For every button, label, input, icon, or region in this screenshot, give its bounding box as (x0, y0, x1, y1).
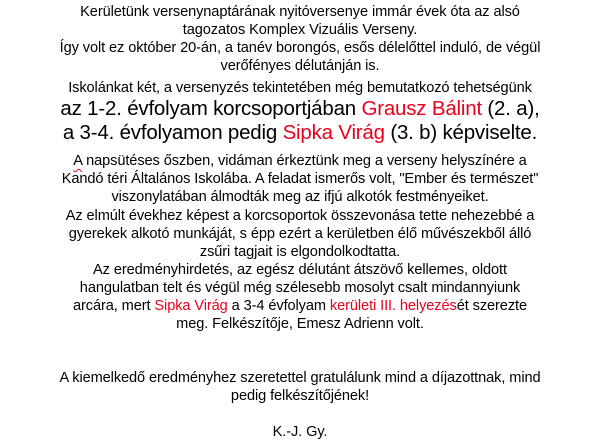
student-name-grausz: Grausz Bálint (361, 97, 482, 120)
author-initials: K.-J. Gy. (272, 424, 328, 440)
text-line: tagozatos Komplex Vizuális Verseny. (182, 22, 418, 38)
text-line (0, 297, 600, 315)
text-line: A kiemelkedő eredményhez szeretettel gratulálunk mind a díjazottnak, mind (59, 370, 541, 386)
jury-paragraph (0, 207, 600, 261)
student-name-sipka: Sipka Virág (282, 121, 385, 144)
text-segment: (3. b) képviselte. (384, 121, 538, 144)
spellcheck-marked-word: A (73, 153, 83, 169)
text-line (0, 97, 600, 121)
text-segment: a 3-4. évfolyamon pedig (62, 121, 283, 144)
author-signature (0, 423, 600, 441)
text-segment: arcára, mert (73, 298, 155, 314)
text-segment: napsütéses őszben, vidáman érkeztünk meg a verseny helyszínére a (82, 153, 527, 169)
text-line: viszonylatában álmodták meg az ifjú alkotók festményeiket. (111, 189, 489, 205)
text-line: Így volt ez október 20-án, a tanév borongós, esős délelőttel induló, de végül (59, 40, 541, 56)
text-segment: ét szerezte (456, 298, 527, 314)
student-name-sipka: Sipka Virág (154, 298, 228, 314)
text-segment: az 1-2. évfolyam korcsoportjában (60, 97, 362, 120)
text-segment: (2. a), (481, 97, 540, 120)
text-line: pedig felkészítőjének! (230, 388, 370, 404)
text-line (0, 121, 600, 145)
text-line: verőfényes délutánján is. (220, 58, 380, 74)
text-line: zsűri tagjait is elgondolkodtatta. (199, 244, 401, 260)
congratulation-paragraph (0, 369, 600, 405)
results-paragraph (0, 261, 600, 333)
text-line: Az eredményhirdetés, az egész délutánt átszövő kellemes, oldott (93, 262, 507, 278)
intro-paragraph (0, 3, 600, 75)
award-text: kerületi III. helyezés (329, 298, 457, 314)
text-line: Iskolánkat két, a versenyzés tekintetében még bemutatkozó tehetségünk (68, 80, 532, 96)
text-line: Kandó téri Általános Iskolába. A feladat ismerős volt, "Ember és természet" (61, 171, 539, 187)
text-line: gyerekek alkotó munkáját, s épp ezért a kerületben élő művészekből álló (68, 226, 532, 242)
text-line: meg. Felkészítője, Emesz Adrienn volt. (176, 316, 424, 332)
text-line: hangulatban telt és végül még szélesebb mosolyt csalt mindannyiunk (79, 280, 521, 296)
text-line: Az elmúlt évekhez képest a korcsoportok összevonása tette nehezebbé a (65, 208, 535, 224)
text-line (0, 152, 600, 170)
representatives-paragraph (0, 79, 600, 145)
text-segment: a 3-4 évfolyam (227, 298, 330, 314)
venue-paragraph (0, 152, 600, 206)
text-line: Kerületünk versenynaptárának nyitóversenye immár évek óta az alsó (80, 4, 520, 20)
